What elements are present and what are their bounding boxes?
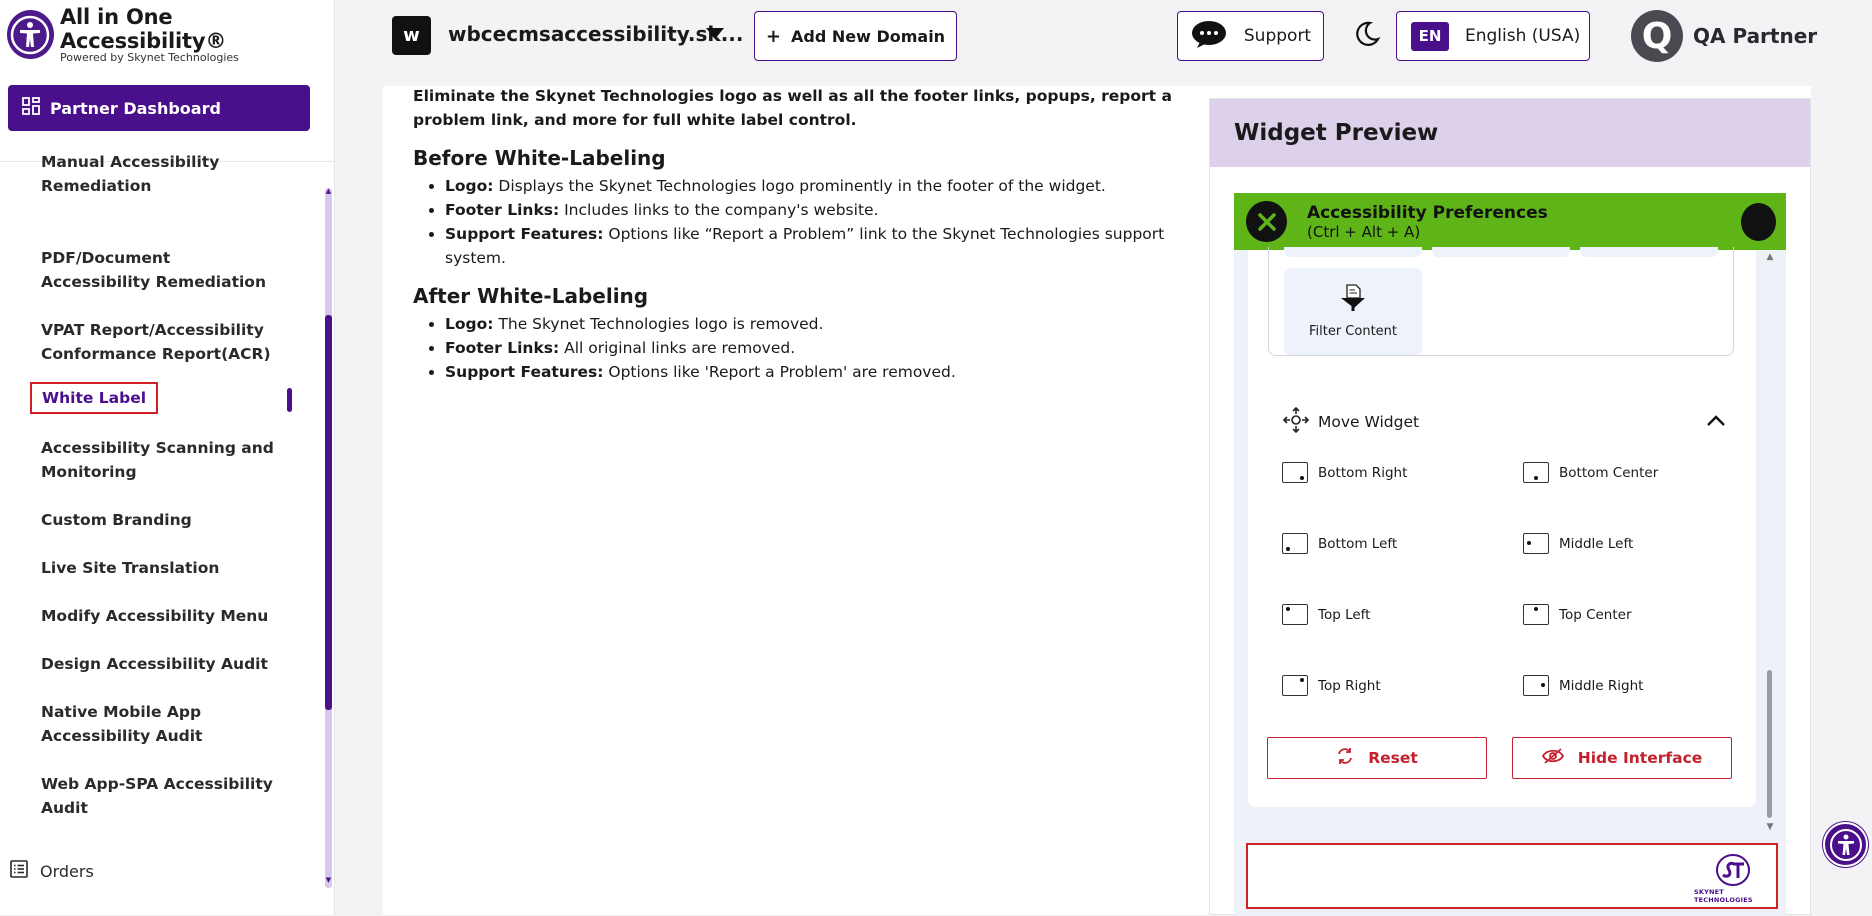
user-menu[interactable] [1631,10,1817,62]
domain-avatar[interactable]: w [392,16,431,55]
position-top-right-icon [1282,675,1308,696]
widget-toggle-dot[interactable] [1741,203,1776,241]
topbar [335,0,1872,72]
partner-dashboard-button[interactable] [8,85,310,131]
position-middle-right-icon [1523,675,1549,696]
position-middle-right[interactable]: Middle Right [1523,675,1643,696]
skynet-logo[interactable] [1694,853,1772,904]
position-bottom-center[interactable]: Bottom Center [1523,462,1658,483]
chevron-down-icon[interactable] [706,28,724,39]
reset-label: Reset [1368,749,1418,767]
sidebar [0,0,335,915]
scroll-down-arrow-icon[interactable]: ▼ [325,876,332,884]
sidebar-item-live-translation[interactable]: Live Site Translation [41,559,220,577]
position-middle-left[interactable]: Middle Left [1523,533,1633,554]
brand-subtitle: Powered by Skynet Technologies [59,51,239,64]
eye-slash-icon [1542,747,1564,769]
orders-label: Orders [40,861,94,881]
language-code-badge: EN [1411,22,1449,51]
list-item: • Support Features: Options like 'Report a Problem' are removed. [445,360,1203,384]
add-new-domain-label: Add New Domain [791,26,946,46]
language-name: English (USA) [1465,26,1581,46]
position-bottom-right[interactable]: Bottom Right [1282,462,1407,483]
content-tiles-group [1268,247,1734,356]
hide-interface-button[interactable] [1512,737,1732,779]
position-middle-left-icon [1523,533,1549,554]
skynet-st-logo-icon [1714,853,1752,887]
sidebar-item-scanning-monitoring[interactable]: Accessibility Scanning and Monitoring [41,439,274,481]
sidebar-item-modify-menu[interactable]: Modify Accessibility Menu [41,607,269,625]
list-item: • Logo: Displays the Skynet Technologies logo prominently in the footer of the widget. [445,174,1203,198]
partner-dashboard-label: Partner Dashboard [50,98,221,118]
intro-text: Eliminate the Skynet Technologies logo as well as all the footer links, popups, report a problem link, and more for full white label control. [413,87,1172,129]
sidebar-item-manual-remediation[interactable]: Manual Accessibility Remediation [41,153,220,195]
position-bottom-left-icon [1282,533,1308,554]
sidebar-item-vpat-report[interactable]: VPAT Report/Accessibility Conformance Report(ACR) [41,321,271,363]
scroll-up-arrow-icon[interactable]: ▲ [1766,252,1774,262]
sidebar-item-mobile-audit[interactable]: Native Mobile App Accessibility Audit [41,703,203,745]
list-item: • Support Features: Options like “Report a Problem” link to the Skynet Technologies support system. [445,222,1203,270]
plus-icon: + [765,25,781,47]
widget-scrollbar[interactable] [1765,250,1775,834]
sidebar-item-pdf-remediation[interactable]: PDF/Document Accessibility Remediation [41,249,266,291]
user-name: QA Partner [1693,24,1818,48]
after-heading: After White-Labeling [413,284,649,308]
widget-footer-highlight [1246,843,1778,909]
active-indicator [287,388,292,412]
before-heading: Before White-Labeling [413,146,666,170]
domain-selector[interactable]: wbcecmsaccessibility.sk... [448,22,744,46]
dark-mode-moon-icon[interactable] [1353,20,1381,52]
close-icon[interactable] [1246,201,1287,242]
move-arrows-icon [1282,406,1310,438]
sidebar-item-orders[interactable] [10,860,94,882]
reset-button[interactable] [1267,737,1487,779]
language-selector[interactable] [1396,11,1590,61]
accessibility-widget [1234,193,1786,916]
widget-preview-panel [1209,98,1811,915]
dashboard-grid-icon [22,97,40,119]
list-item: • Footer Links: All original links are removed. [445,336,1203,360]
sidebar-item-webapp-audit[interactable]: Web App-SPA Accessibility Audit [41,775,273,817]
position-top-center[interactable]: Top Center [1523,604,1632,625]
filter-document-icon [1340,284,1366,316]
position-bottom-center-icon [1523,462,1549,483]
refresh-icon [1336,747,1354,769]
sidebar-item-white-label[interactable]: White Label [30,382,158,414]
avatar: Q [1631,10,1683,62]
position-bottom-right-icon [1282,462,1308,483]
widget-body [1248,250,1756,807]
support-button[interactable] [1177,11,1324,61]
list-icon [10,860,28,882]
chevron-up-icon[interactable] [1706,413,1726,431]
filter-content-tile[interactable] [1284,268,1422,355]
move-widget-section-header[interactable] [1282,406,1726,438]
widget-header [1234,193,1786,250]
list-item: • Footer Links: Includes links to the company's website. [445,198,1203,222]
tile-stub [1580,247,1718,257]
scroll-up-arrow-icon[interactable]: ▲ [325,187,332,195]
widget-preview-heading: Widget Preview [1210,99,1810,167]
hide-interface-label: Hide Interface [1577,749,1703,767]
position-top-left[interactable]: Top Left [1282,604,1370,625]
position-bottom-left[interactable]: Bottom Left [1282,533,1397,554]
widget-scrollbar-thumb[interactable] [1767,670,1772,818]
sidebar-scrollbar-thumb[interactable] [325,315,332,710]
filter-content-label: Filter Content [1308,324,1398,339]
after-list [413,312,1203,384]
widget-title: Accessibility Preferences [1307,202,1548,223]
brand[interactable] [7,5,334,64]
before-list [413,174,1203,270]
brand-title: All in One Accessibility® [59,5,227,53]
main-content [383,86,1811,915]
sidebar-item-design-audit[interactable]: Design Accessibility Audit [41,655,268,673]
move-widget-label: Move Widget [1318,413,1420,431]
accessibility-logo-icon [7,10,54,59]
tile-stub [1432,247,1570,257]
list-item: • Logo: The Skynet Technologies logo is removed. [445,312,1203,336]
add-new-domain-button[interactable] [754,11,957,61]
support-label: Support [1243,26,1312,46]
sidebar-item-custom-branding[interactable]: Custom Branding [41,511,192,529]
position-top-center-icon [1523,604,1549,625]
accessibility-widget-launcher-icon[interactable] [1823,822,1868,867]
sidebar-nav [0,153,334,890]
position-top-left-icon [1282,604,1308,625]
scroll-down-arrow-icon[interactable]: ▼ [1766,822,1774,832]
position-top-right[interactable]: Top Right [1282,675,1381,696]
skynet-logo-text: SKYNET TECHNOLOGIES [1694,888,1753,904]
tile-stub [1284,247,1422,257]
white-label-article [413,86,1203,384]
widget-shortcut: (Ctrl + Alt + A) [1307,222,1421,241]
support-chat-icon [1190,19,1228,54]
